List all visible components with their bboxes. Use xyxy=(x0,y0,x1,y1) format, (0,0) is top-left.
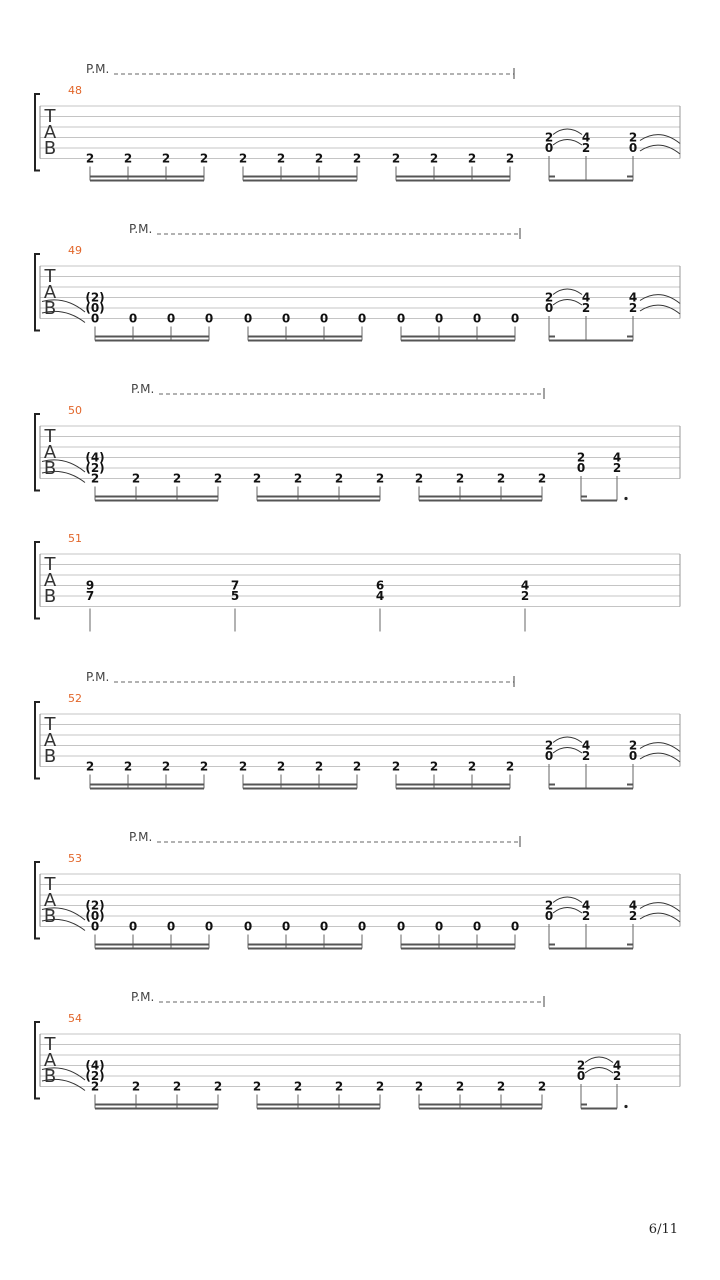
slur-arc xyxy=(553,140,582,146)
fret-number: 2 xyxy=(375,1079,385,1094)
slur-arc xyxy=(553,737,582,743)
system-bracket xyxy=(35,94,40,171)
fret-number: 0 xyxy=(576,1069,586,1083)
fret-number: 4 xyxy=(628,290,638,305)
bar-number: 51 xyxy=(68,532,82,545)
fret-number: 2 xyxy=(496,471,506,486)
tab-letter-t: T xyxy=(44,874,56,895)
fret-number: 0 xyxy=(544,141,554,155)
fret-number: 0 xyxy=(544,909,554,923)
tab-letter-t: T xyxy=(44,266,56,287)
fret-number: 2 xyxy=(576,450,586,465)
slur-arc xyxy=(585,1068,613,1074)
tied-fret-number: (2) xyxy=(85,898,105,913)
fret-number: 2 xyxy=(628,301,638,315)
fret-number: 2 xyxy=(505,759,515,774)
fret-number: 2 xyxy=(581,141,591,155)
page-number: 6/11 xyxy=(648,1222,678,1237)
fret-number: 2 xyxy=(131,1079,141,1094)
fret-number: 2 xyxy=(314,759,324,774)
fret-number: 2 xyxy=(90,471,100,486)
fret-number: 0 xyxy=(510,919,520,934)
fret-number: 2 xyxy=(628,738,638,753)
fret-number: 0 xyxy=(472,919,482,934)
fret-number: 2 xyxy=(414,471,424,486)
system-53 xyxy=(35,830,680,949)
tab-letter-t: T xyxy=(44,714,56,735)
bar-number: 48 xyxy=(68,84,82,97)
fret-number: 2 xyxy=(172,471,182,486)
fret-number: 2 xyxy=(199,151,209,166)
system-bracket xyxy=(35,862,40,939)
fret-number: 0 xyxy=(204,919,214,934)
fret-number: 2 xyxy=(544,290,554,305)
fret-number: 2 xyxy=(123,151,133,166)
tied-fret-number: (0) xyxy=(85,909,105,923)
tab-letter-b: B xyxy=(43,1066,57,1087)
fret-number: 2 xyxy=(334,471,344,486)
fret-number: 2 xyxy=(505,151,515,166)
slur-arc xyxy=(553,897,582,903)
tab-letter-a: A xyxy=(43,570,57,591)
palm-mute-label: P.M. xyxy=(131,382,155,396)
augmentation-dot xyxy=(624,497,627,500)
tied-fret-number: (0) xyxy=(85,301,105,315)
fret-number: 2 xyxy=(352,759,362,774)
system-51 xyxy=(35,532,680,632)
palm-mute-label: P.M. xyxy=(86,62,110,76)
bar-number: 53 xyxy=(68,852,82,865)
fret-number: 2 xyxy=(199,759,209,774)
slur-arc xyxy=(553,300,582,306)
tab-letter-a: A xyxy=(43,890,57,911)
fret-number: 0 xyxy=(281,311,291,326)
tab-letter-b: B xyxy=(43,458,57,479)
fret-number: 2 xyxy=(375,471,385,486)
fret-number: 2 xyxy=(544,898,554,913)
tied-fret-number: (2) xyxy=(85,290,105,305)
tab-letter-a: A xyxy=(43,730,57,751)
slur-arc xyxy=(553,289,582,295)
fret-number: 2 xyxy=(467,151,477,166)
fret-number: 2 xyxy=(252,1079,262,1094)
tie-out-arc xyxy=(640,305,680,314)
fret-number: 0 xyxy=(357,311,367,326)
fret-number: 2 xyxy=(293,1079,303,1094)
fret-number: 0 xyxy=(128,311,138,326)
palm-mute-label: P.M. xyxy=(131,990,155,1004)
slur-arc xyxy=(553,908,582,914)
fret-number: 0 xyxy=(166,919,176,934)
fret-number: 0 xyxy=(243,311,253,326)
fret-number: 2 xyxy=(161,151,171,166)
tie-out-arc xyxy=(640,743,680,752)
fret-number: 0 xyxy=(544,301,554,315)
fret-number: 2 xyxy=(238,759,248,774)
tab-letter-t: T xyxy=(44,1034,56,1055)
augmentation-dot xyxy=(624,1105,627,1108)
slur-arc xyxy=(553,748,582,754)
fret-number: 0 xyxy=(281,919,291,934)
fret-number: 2 xyxy=(628,909,638,923)
fret-number: 2 xyxy=(544,130,554,145)
bar-number: 49 xyxy=(68,244,82,257)
fret-number: 4 xyxy=(581,290,591,305)
fret-number: 7 xyxy=(85,589,95,603)
fret-number: 2 xyxy=(252,471,262,486)
tied-fret-number: (2) xyxy=(85,1069,105,1083)
fret-number: 4 xyxy=(375,589,385,603)
fret-number: 2 xyxy=(537,471,547,486)
palm-mute-label: P.M. xyxy=(129,222,153,236)
fret-number: 0 xyxy=(396,311,406,326)
fret-number: 4 xyxy=(612,1058,622,1073)
fret-number: 2 xyxy=(334,1079,344,1094)
tie-out-arc xyxy=(640,913,680,922)
fret-number: 2 xyxy=(213,1079,223,1094)
fret-number: 2 xyxy=(414,1079,424,1094)
fret-number: 2 xyxy=(85,151,95,166)
fret-number: 2 xyxy=(213,471,223,486)
fret-number: 0 xyxy=(166,311,176,326)
fret-number: 2 xyxy=(612,1069,622,1083)
tab-letter-a: A xyxy=(43,442,57,463)
fret-number: 2 xyxy=(314,151,324,166)
tied-fret-number: (2) xyxy=(85,461,105,475)
system-bracket xyxy=(35,702,40,779)
tie-out-arc xyxy=(640,135,680,144)
fret-number: 2 xyxy=(612,461,622,475)
system-bracket xyxy=(35,414,40,491)
fret-number: 0 xyxy=(434,311,444,326)
fret-number: 2 xyxy=(85,759,95,774)
fret-number: 6 xyxy=(375,578,385,593)
fret-number: 0 xyxy=(204,311,214,326)
fret-number: 0 xyxy=(357,919,367,934)
fret-number: 2 xyxy=(123,759,133,774)
fret-number: 4 xyxy=(581,130,591,145)
fret-number: 4 xyxy=(520,578,530,593)
tie-out-arc xyxy=(640,295,680,304)
fret-number: 0 xyxy=(90,919,100,934)
palm-mute-label: P.M. xyxy=(86,670,110,684)
fret-number: 2 xyxy=(391,151,401,166)
fret-number: 5 xyxy=(230,589,240,603)
fret-number: 2 xyxy=(238,151,248,166)
fret-number: 2 xyxy=(581,301,591,315)
fret-number: 0 xyxy=(510,311,520,326)
fret-number: 2 xyxy=(520,589,530,603)
system-50 xyxy=(35,382,680,501)
fret-number: 2 xyxy=(276,759,286,774)
system-48 xyxy=(35,62,680,181)
tab-letter-t: T xyxy=(44,106,56,127)
fret-number: 2 xyxy=(576,1058,586,1073)
fret-number: 2 xyxy=(544,738,554,753)
tab-letter-b: B xyxy=(43,298,57,319)
fret-number: 0 xyxy=(396,919,406,934)
tab-letter-t: T xyxy=(44,426,56,447)
fret-number: 2 xyxy=(455,471,465,486)
tab-letter-b: B xyxy=(43,138,57,159)
tie-out-arc xyxy=(640,753,680,762)
bar-number: 54 xyxy=(68,1012,82,1025)
tab-letter-b: B xyxy=(43,586,57,607)
fret-number: 2 xyxy=(352,151,362,166)
fret-number: 9 xyxy=(85,578,95,593)
fret-number: 2 xyxy=(581,749,591,763)
tab-letter-b: B xyxy=(43,746,57,767)
tied-fret-number: (4) xyxy=(85,1058,105,1073)
fret-number: 2 xyxy=(581,909,591,923)
fret-number: 0 xyxy=(243,919,253,934)
fret-number: 2 xyxy=(467,759,477,774)
slur-arc xyxy=(553,129,582,135)
fret-number: 2 xyxy=(429,151,439,166)
palm-mute-label: P.M. xyxy=(129,830,153,844)
fret-number: 2 xyxy=(90,1079,100,1094)
fret-number: 0 xyxy=(628,749,638,763)
tab-letter-a: A xyxy=(43,1050,57,1071)
fret-number: 0 xyxy=(319,311,329,326)
fret-number: 0 xyxy=(434,919,444,934)
tab-letter-a: A xyxy=(43,282,57,303)
fret-number: 0 xyxy=(472,311,482,326)
system-52 xyxy=(35,670,680,789)
tab-letter-t: T xyxy=(44,554,56,575)
fret-number: 2 xyxy=(161,759,171,774)
system-bracket xyxy=(35,1022,40,1099)
fret-number: 4 xyxy=(581,738,591,753)
fret-number: 7 xyxy=(230,578,240,593)
fret-number: 2 xyxy=(429,759,439,774)
fret-number: 2 xyxy=(391,759,401,774)
fret-number: 4 xyxy=(581,898,591,913)
system-49 xyxy=(35,222,680,341)
fret-number: 2 xyxy=(131,471,141,486)
bar-number: 52 xyxy=(68,692,82,705)
tie-out-arc xyxy=(640,145,680,154)
system-bracket xyxy=(35,542,40,619)
fret-number: 2 xyxy=(496,1079,506,1094)
fret-number: 2 xyxy=(172,1079,182,1094)
fret-number: 2 xyxy=(276,151,286,166)
system-54 xyxy=(35,990,680,1109)
fret-number: 2 xyxy=(455,1079,465,1094)
fret-number: 0 xyxy=(628,141,638,155)
fret-number: 4 xyxy=(612,450,622,465)
fret-number: 0 xyxy=(576,461,586,475)
bar-number: 50 xyxy=(68,404,82,417)
fret-number: 0 xyxy=(544,749,554,763)
tab-letter-b: B xyxy=(43,906,57,927)
fret-number: 2 xyxy=(293,471,303,486)
fret-number: 2 xyxy=(537,1079,547,1094)
fret-number: 0 xyxy=(319,919,329,934)
tied-fret-number: (4) xyxy=(85,450,105,465)
fret-number: 0 xyxy=(128,919,138,934)
fret-number: 2 xyxy=(628,130,638,145)
fret-number: 4 xyxy=(628,898,638,913)
tie-out-arc xyxy=(640,903,680,912)
fret-number: 0 xyxy=(90,311,100,326)
slur-arc xyxy=(585,1057,613,1063)
tab-letter-a: A xyxy=(43,122,57,143)
system-bracket xyxy=(35,254,40,331)
